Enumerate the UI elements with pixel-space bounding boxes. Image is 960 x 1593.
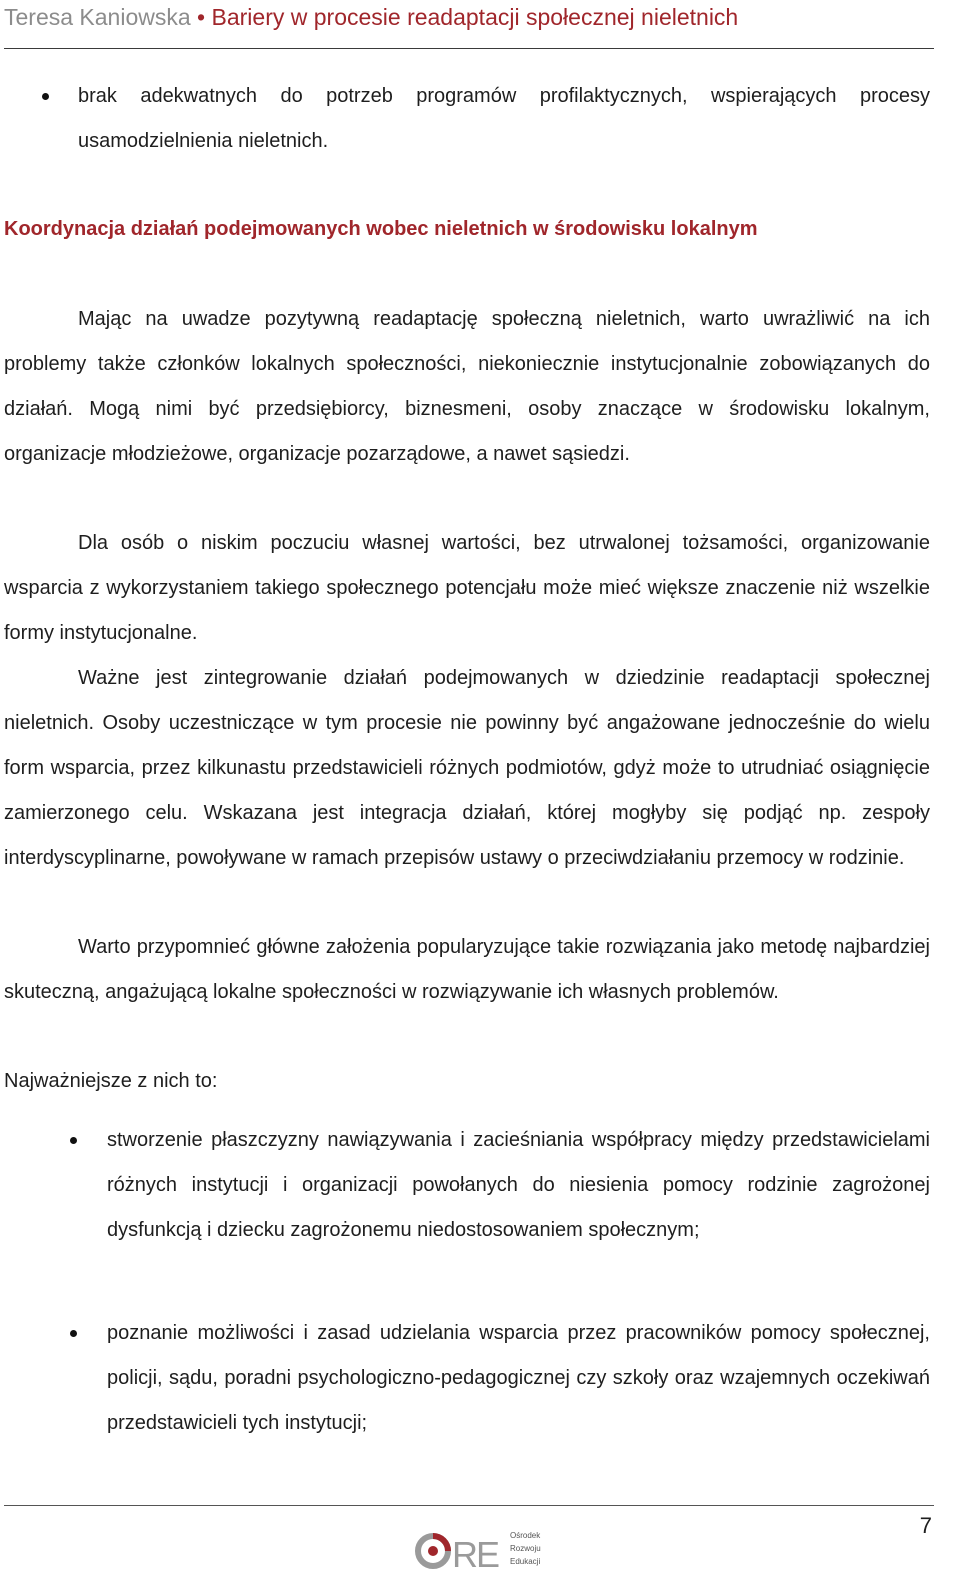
bullet-icon bbox=[42, 93, 49, 100]
bullet-icon bbox=[70, 1137, 77, 1144]
bullet-text: stworzenie płaszczyzny nawiązywania i zacieśniania współpracy między przedstawicielami różnych instytucji i organizacji powołanych do niesienia pomocy rodzinie zagrożonej dysfunkcją i dziecku zagrożonemu niedostosowaniem społecznym; bbox=[107, 1129, 930, 1241]
list-item bbox=[70, 1330, 77, 1337]
section-heading: Koordynacja działań podejmowanych wobec nieletnich w środowisku lokalnym bbox=[4, 218, 758, 240]
header-title: Bariery w procesie readaptacji społecznej nieletnich bbox=[211, 4, 739, 30]
top-bullet-text: brak adekwatnych do potrzeb programów profilaktycznych, wspierających procesy usamodzielnienia nieletnich. bbox=[78, 85, 930, 152]
logo-subtext-2: Rozwoju bbox=[510, 1544, 541, 1553]
svg-text:R: R bbox=[452, 1534, 478, 1572]
logo-subtext-1: Ośrodek bbox=[510, 1531, 541, 1540]
bullet-icon bbox=[70, 1330, 77, 1337]
paragraph: Ważne jest zintegrowanie działań podejmowanych w dziedzinie readaptacji społecznej nieletnich. Osoby uczestniczące w tym procesie nie powinny być angażowane jednocześnie do wielu form wsparcia, przez kilkunastu przedstawicieli różnych podmiotów, gdyż może to utrudniać osiągnięcie zamierzonego celu. Wskazana jest integracja działań, której mogłyby się podjąć np. zespoły interdyscyplinarne, powoływane w ramach przepisów ustawy o przeciwdziałaniu przemocy w rodzinie. bbox=[4, 667, 930, 869]
header-author: Teresa Kaniowska bbox=[4, 4, 191, 30]
svg-text:E: E bbox=[476, 1534, 501, 1572]
list-item bbox=[70, 1137, 77, 1144]
header-separator: • bbox=[197, 4, 206, 30]
paragraph: Warto przypomnieć główne założenia popularyzujące takie rozwiązania jako metodę najbardziej skuteczną, angażującą lokalne społeczności w rozwiązywanie ich własnych problemów. bbox=[4, 936, 930, 1003]
paragraph: Mając na uwadze pozytywną readaptację społeczną nieletnich, warto uwrażliwić na ich problemy także członków lokalnych społeczności, niekoniecznie instytucjonalnie zobowiązanych do działań. Mogą nimi być przedsiębiorcy, biznesmeni, osoby znaczące w środowisku lokalnym, organizacje młodzieżowe, organizacje pozarządowe, a nawet sąsiedzi. bbox=[4, 308, 930, 465]
paragraph: Dla osób o niskim poczuciu własnej wartości, bez utrwalonej tożsamości, organizowanie wsparcia z wykorzystaniem takiego społecznego potencjału może mieć większe znaczenie niż wszelkie formy instytucjonalne. bbox=[4, 532, 930, 644]
ore-logo bbox=[414, 1528, 564, 1572]
page-number: 7 bbox=[919, 1513, 932, 1538]
bullet-text: poznanie możliwości i zasad udzielania wsparcia przez pracowników pomocy społecznej, policji, sądu, poradni psychologiczno-pedagogicznej czy szkoły oraz wzajemnych oczekiwań przedstawicieli tych instytucji; bbox=[107, 1322, 930, 1434]
running-header bbox=[4, 0, 934, 49]
list-intro: Najważniejsze z nich to: bbox=[4, 1070, 218, 1092]
ore-logo-mark bbox=[414, 1528, 504, 1572]
header-line bbox=[4, 3, 738, 31]
footer-divider bbox=[4, 1505, 934, 1506]
list-item bbox=[42, 93, 49, 100]
logo-subtext-3: Edukacji bbox=[510, 1557, 541, 1566]
